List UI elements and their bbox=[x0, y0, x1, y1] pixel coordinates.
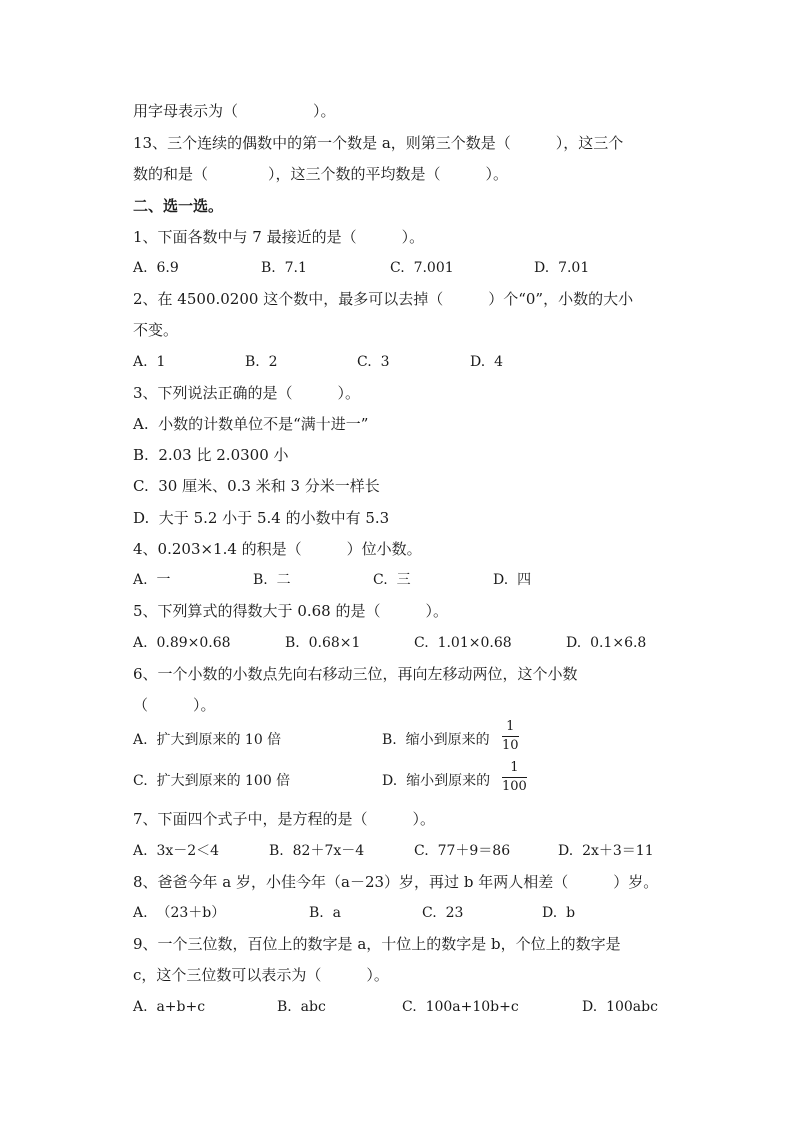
q7-option-d: D. 2x＋3＝11 bbox=[558, 843, 654, 859]
q4-option-d: D. 四 bbox=[493, 572, 532, 588]
q3-text: 3、下列说法正确的是（ ）。 bbox=[133, 384, 361, 402]
q7-option-a: A. 3x－2＜4 bbox=[133, 843, 220, 859]
fraction-one-hundredth bbox=[502, 760, 527, 795]
q9-option-d: D. 100abc bbox=[582, 999, 658, 1015]
q2-option-b: B. 2 bbox=[245, 354, 278, 370]
q2-text-line1: 2、在 4500.0200 这个数中，最多可以去掉（ ）个“0”，小数的大小 bbox=[133, 290, 634, 308]
fraction-denominator: 10 bbox=[502, 738, 519, 753]
q1-option-c: C. 7.001 bbox=[390, 260, 454, 276]
q9-text-line2: c，这个三位数可以表示为（ ）。 bbox=[133, 966, 389, 984]
fraction-denominator: 100 bbox=[502, 779, 527, 794]
q9-option-c: C. 100a+10b+c bbox=[402, 999, 519, 1015]
q9-text-line1: 9、一个三位数，百位上的数字是 a，十位上的数字是 b，个位上的数字是 bbox=[133, 935, 621, 953]
q13-text-line1: 13、三个连续的偶数中的第一个数是 a，则第三个数是（ ），这三个 bbox=[133, 134, 624, 152]
fraction-bar bbox=[502, 777, 527, 778]
q5-option-a: A. 0.89×0.68 bbox=[133, 635, 231, 651]
q1-option-b: B. 7.1 bbox=[261, 260, 307, 276]
q12-tail-text: 用字母表示为（ ）。 bbox=[133, 102, 336, 120]
q1-option-a: A. 6.9 bbox=[133, 260, 179, 276]
q3-option-d: D. 大于 5.2 小于 5.4 的小数中有 5.3 bbox=[133, 509, 390, 527]
fraction-numerator: 1 bbox=[510, 760, 519, 775]
q3-option-c: C. 30 厘米、0.3 米和 3 分米一样长 bbox=[133, 477, 380, 495]
q9-option-a: A. a+b+c bbox=[133, 999, 206, 1015]
q8-option-a: A. （23＋b） bbox=[133, 905, 226, 921]
q4-text: 4、0.203×1.4 的积是（ ）位小数。 bbox=[133, 540, 422, 558]
fraction-one-tenth bbox=[502, 719, 519, 754]
q13-text-line2: 数的和是（ ），这三个数的平均数是（ ）。 bbox=[133, 165, 509, 183]
q8-option-d: D. b bbox=[542, 905, 576, 921]
q8-text: 8、爸爸今年 a 岁，小佳今年（a－23）岁，再过 b 年两人相差（ ）岁。 bbox=[133, 873, 659, 891]
section-heading: 二、选一选。 bbox=[133, 197, 224, 215]
q6-text-line2: （ ）。 bbox=[133, 696, 216, 714]
q6-option-a: A. 扩大到原来的 10 倍 bbox=[133, 732, 282, 748]
q3-option-a: A. 小数的计数单位不是“满十进一” bbox=[133, 415, 369, 433]
q1-option-d: D. 7.01 bbox=[534, 260, 590, 276]
q8-option-c: C. 23 bbox=[422, 905, 464, 921]
q7-option-c: C. 77＋9＝86 bbox=[414, 843, 511, 859]
q5-option-b: B. 0.68×1 bbox=[285, 635, 361, 651]
q4-option-a: A. 一 bbox=[133, 572, 171, 588]
q1-text: 1、下面各数中与 7 最接近的是（ ）。 bbox=[133, 228, 425, 246]
q8-option-b: B. a bbox=[309, 905, 341, 921]
q4-option-c: C. 三 bbox=[373, 572, 411, 588]
q2-option-d: D. 4 bbox=[470, 354, 503, 370]
fraction-bar bbox=[502, 736, 519, 737]
q2-option-a: A. 1 bbox=[133, 354, 166, 370]
q7-text: 7、下面四个式子中，是方程的是（ ）。 bbox=[133, 810, 436, 828]
q2-text-line2: 不变。 bbox=[133, 321, 179, 339]
q5-option-c: C. 1.01×0.68 bbox=[414, 635, 512, 651]
fraction-numerator: 1 bbox=[506, 719, 515, 734]
q5-text: 5、下列算式的得数大于 0.68 的是（ ）。 bbox=[133, 602, 448, 620]
q6-option-b: B. 缩小到原来的 bbox=[382, 732, 490, 748]
q6-option-c: C. 扩大到原来的 100 倍 bbox=[133, 773, 291, 789]
q2-option-c: C. 3 bbox=[357, 354, 390, 370]
q7-option-b: B. 82＋7x－4 bbox=[269, 843, 365, 859]
q5-option-d: D. 0.1×6.8 bbox=[566, 635, 647, 651]
q9-option-b: B. abc bbox=[277, 999, 326, 1015]
q4-option-b: B. 二 bbox=[253, 572, 291, 588]
q3-option-b: B. 2.03 比 2.0300 小 bbox=[133, 446, 289, 464]
q6-text-line1: 6、一个小数的小数点先向右移动三位，再向左移动两位，这个小数 bbox=[133, 665, 578, 683]
q6-option-d: D. 缩小到原来的 bbox=[382, 773, 491, 789]
